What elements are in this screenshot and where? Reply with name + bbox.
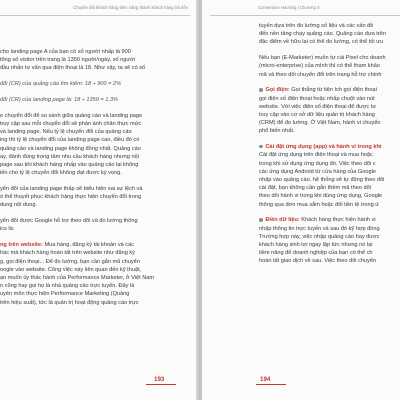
text-line: e chuyển đổi để so sánh giữa quảng cáo và landing page [0, 112, 143, 119]
bullet-dot-icon [259, 88, 263, 92]
right-page-number-rule [256, 384, 286, 385]
text-line: yển đổi của landing page thấp sẽ biểu hiện sai sự lệch và [0, 186, 143, 193]
heading-app: Cài đặt ứng dụng (app) và hành vi trong khi [265, 144, 382, 151]
text-line: đổi (CR) của quảng cáo tìm kiếm: 18 ÷ 900 = 2% [0, 81, 122, 88]
bullet-app [259, 143, 400, 209]
left-page [0, 0, 198, 400]
text-line: đầu nhấn tư vấn qua điện thoại là 18. Như vậy, ta sẽ có số [0, 65, 146, 72]
text-line: ó thể thuyết phục khách hàng thực hiện chuyển đổi trong [0, 194, 142, 201]
text-line: ạn muốn ủy thác hành của Performance Marketer, ở Việt Nam [0, 275, 155, 282]
text-line: tuyến dựa trên đo lường số liệu và các vấn đề [259, 23, 374, 29]
text-line: các ứng dụng Android từ cửa hàng của Google [259, 168, 376, 175]
text-line: ay, đánh đúng trọng tâm nhu cầu khách hàng nhưng nội [0, 153, 139, 160]
text-line: truy cập sau mỗi chuyển đổi sẽ phản ánh chân thực mức [0, 121, 142, 127]
right-paragraph-intro [259, 22, 400, 47]
left-header-text: Chuyển đổi khách hàng tiềm năng thành khách hàng trả tiền [73, 5, 188, 10]
left-header-rule [0, 15, 190, 16]
text-line: page sau khi khách hàng nhấp vào quảng cáo lại không [0, 162, 139, 169]
text-line: yển đổi được Google hỗ trợ theo dõi và đo lường thông [0, 218, 138, 225]
right-page [202, 0, 400, 400]
text-line: ics là: [0, 226, 15, 233]
formula-landing-page [0, 96, 188, 104]
text-line: g, gọi điện thoại... Để đo lường, bạn cần gắn mã chuyển [0, 258, 140, 265]
text-line: gọi điện số điện thoại hoặc nhấp chuột vào nút [259, 95, 375, 102]
text-line: nhập thông tin trực tuyến và sau đó kỹ hợp đồng [259, 225, 380, 232]
text-line: tổng số visitor trên trang là 1350 người/ngày, số người [0, 57, 136, 64]
heading-website: ng trên website: [0, 242, 43, 249]
right-header-text: Conversion Hacking | Chương 3 [258, 5, 320, 10]
bullet-call [259, 86, 400, 135]
text-line: phổ biến nhất. [259, 128, 295, 135]
text-line: mã và theo dõi chuyển đổi trên trang hỗ trợ chính [259, 71, 382, 78]
left-running-header [73, 5, 188, 10]
text-line: hác mà khách hàng hoàn tất trên website như đăng ký [0, 250, 135, 257]
text-line [259, 143, 400, 151]
left-paragraph-2 [0, 112, 188, 178]
left-page-number: 193 [154, 376, 165, 383]
bullet-data [259, 216, 400, 265]
text-line: đặc điểm về hữu lại có thể đo lường, có thể tối ưu [259, 39, 384, 46]
right-header-rule [210, 15, 400, 16]
text-line: cài đặt, bạn không cần gắn thêm mã theo dõi [259, 185, 371, 192]
left-text-column [0, 48, 188, 314]
left-paragraph-4 [0, 217, 188, 233]
text-line: nhập vào quảng cáo, hệ thống sẽ tự động theo dõi [259, 177, 385, 184]
text-run: Gọi thẳng từ tiện ích gọi điện thoại [289, 87, 377, 94]
text-run: Khách hàng thực hiện hành vi [299, 217, 376, 224]
text-line: Trường hợp này, việc nhập quảng cáo hay được [259, 233, 380, 240]
right-paragraph-pixel [259, 54, 400, 79]
text-line: quảng cáo và landing page không đồng nhất. Quảng cáo [0, 145, 141, 152]
text-line: ing thì tỷ lệ chuyển đổi của landing page cao, điều đó có [0, 137, 140, 144]
text-line: dung nội dung. [0, 202, 38, 209]
text-line: hoàn tất giao dịch về sau. Việc theo dõi chuyển [259, 258, 377, 265]
text-line [259, 86, 400, 94]
bullet-dot-icon [259, 218, 263, 222]
left-page-number-rule [146, 384, 176, 385]
text-line: đổi (CR) của landing page là: 18 ÷ 1350 = 1,3% [0, 97, 118, 103]
heading-data: Điền dữ liệu: [265, 217, 300, 224]
formula-search-ads [0, 80, 188, 88]
right-running-header [258, 5, 320, 10]
right-page-number: 194 [260, 376, 271, 383]
text-line: cho landing page A của bạn có số người nhấp là 900 [0, 49, 131, 55]
text-line: đến nền tảng chạy quảng cáo. Quảng cáo dựa trên [259, 31, 386, 38]
text-line: (CRM) để đo lường. Ở Việt Nam, hành vi chuyển [259, 120, 381, 127]
text-line: Nếu bạn (E-Marketer) muốn tự cài Pixel cho doanh [259, 55, 386, 62]
text-line: thông qua đơn mua sắm hoặc đối tiền tệ trong ứ [259, 201, 379, 208]
heading-call: Gọi điện: [265, 87, 290, 94]
text-line: và landing page. Nếu tỷ lệ chuyển đổi của quảng cáo [0, 129, 132, 136]
text-line: tiềm năng để doanh nghiệp của bạn có thể ch [259, 250, 373, 257]
left-paragraph-website [0, 241, 188, 307]
text-run: Mua hàng, đăng ký tài khoản và các [42, 242, 135, 249]
text-line: oogle vào website. Công việc này liên quan đến kỹ thuật, [0, 266, 142, 273]
bullet-dot-icon [259, 145, 263, 149]
text-line: trong khi sử dụng ứng dụng đó. Việc theo dõi c [259, 160, 376, 167]
text-line: iến cho tỷ lệ chuyển đổi không đạt được kỳ vọng. [0, 170, 122, 177]
text-line: theo dõi hành vi trong khi dùng ứng dụng, Google [259, 193, 383, 200]
text-line [0, 241, 188, 249]
left-paragraph-3 [0, 185, 188, 210]
text-line: website. Với việc điện số điện thoại để được tư [259, 103, 377, 110]
right-text-column [259, 22, 400, 273]
text-line: khách hàng sinh lợi ngay lập tức nhưng nó lại [259, 242, 373, 249]
left-paragraph-1 [0, 48, 188, 73]
text-line: n cũng hay gọi họ là nhà quảng cáo trực tuyến. Đây là [0, 283, 135, 290]
text-line: uyên môn thực hiện Performance Marketing (Quảng [0, 291, 130, 298]
text-line: trên hiệu suất), tức là quản trị hoạt động quảng cáo trực [0, 299, 139, 306]
text-line [259, 216, 400, 224]
text-line: (micro-enterprise) của mình thì có thể tham khảo [259, 63, 380, 70]
text-line: truy cập vào cơ sở dữ liệu quản trị khách hàng [259, 112, 375, 119]
text-line: Cài đặt ứng dụng trên điện thoại và mua hoặc [259, 152, 373, 159]
